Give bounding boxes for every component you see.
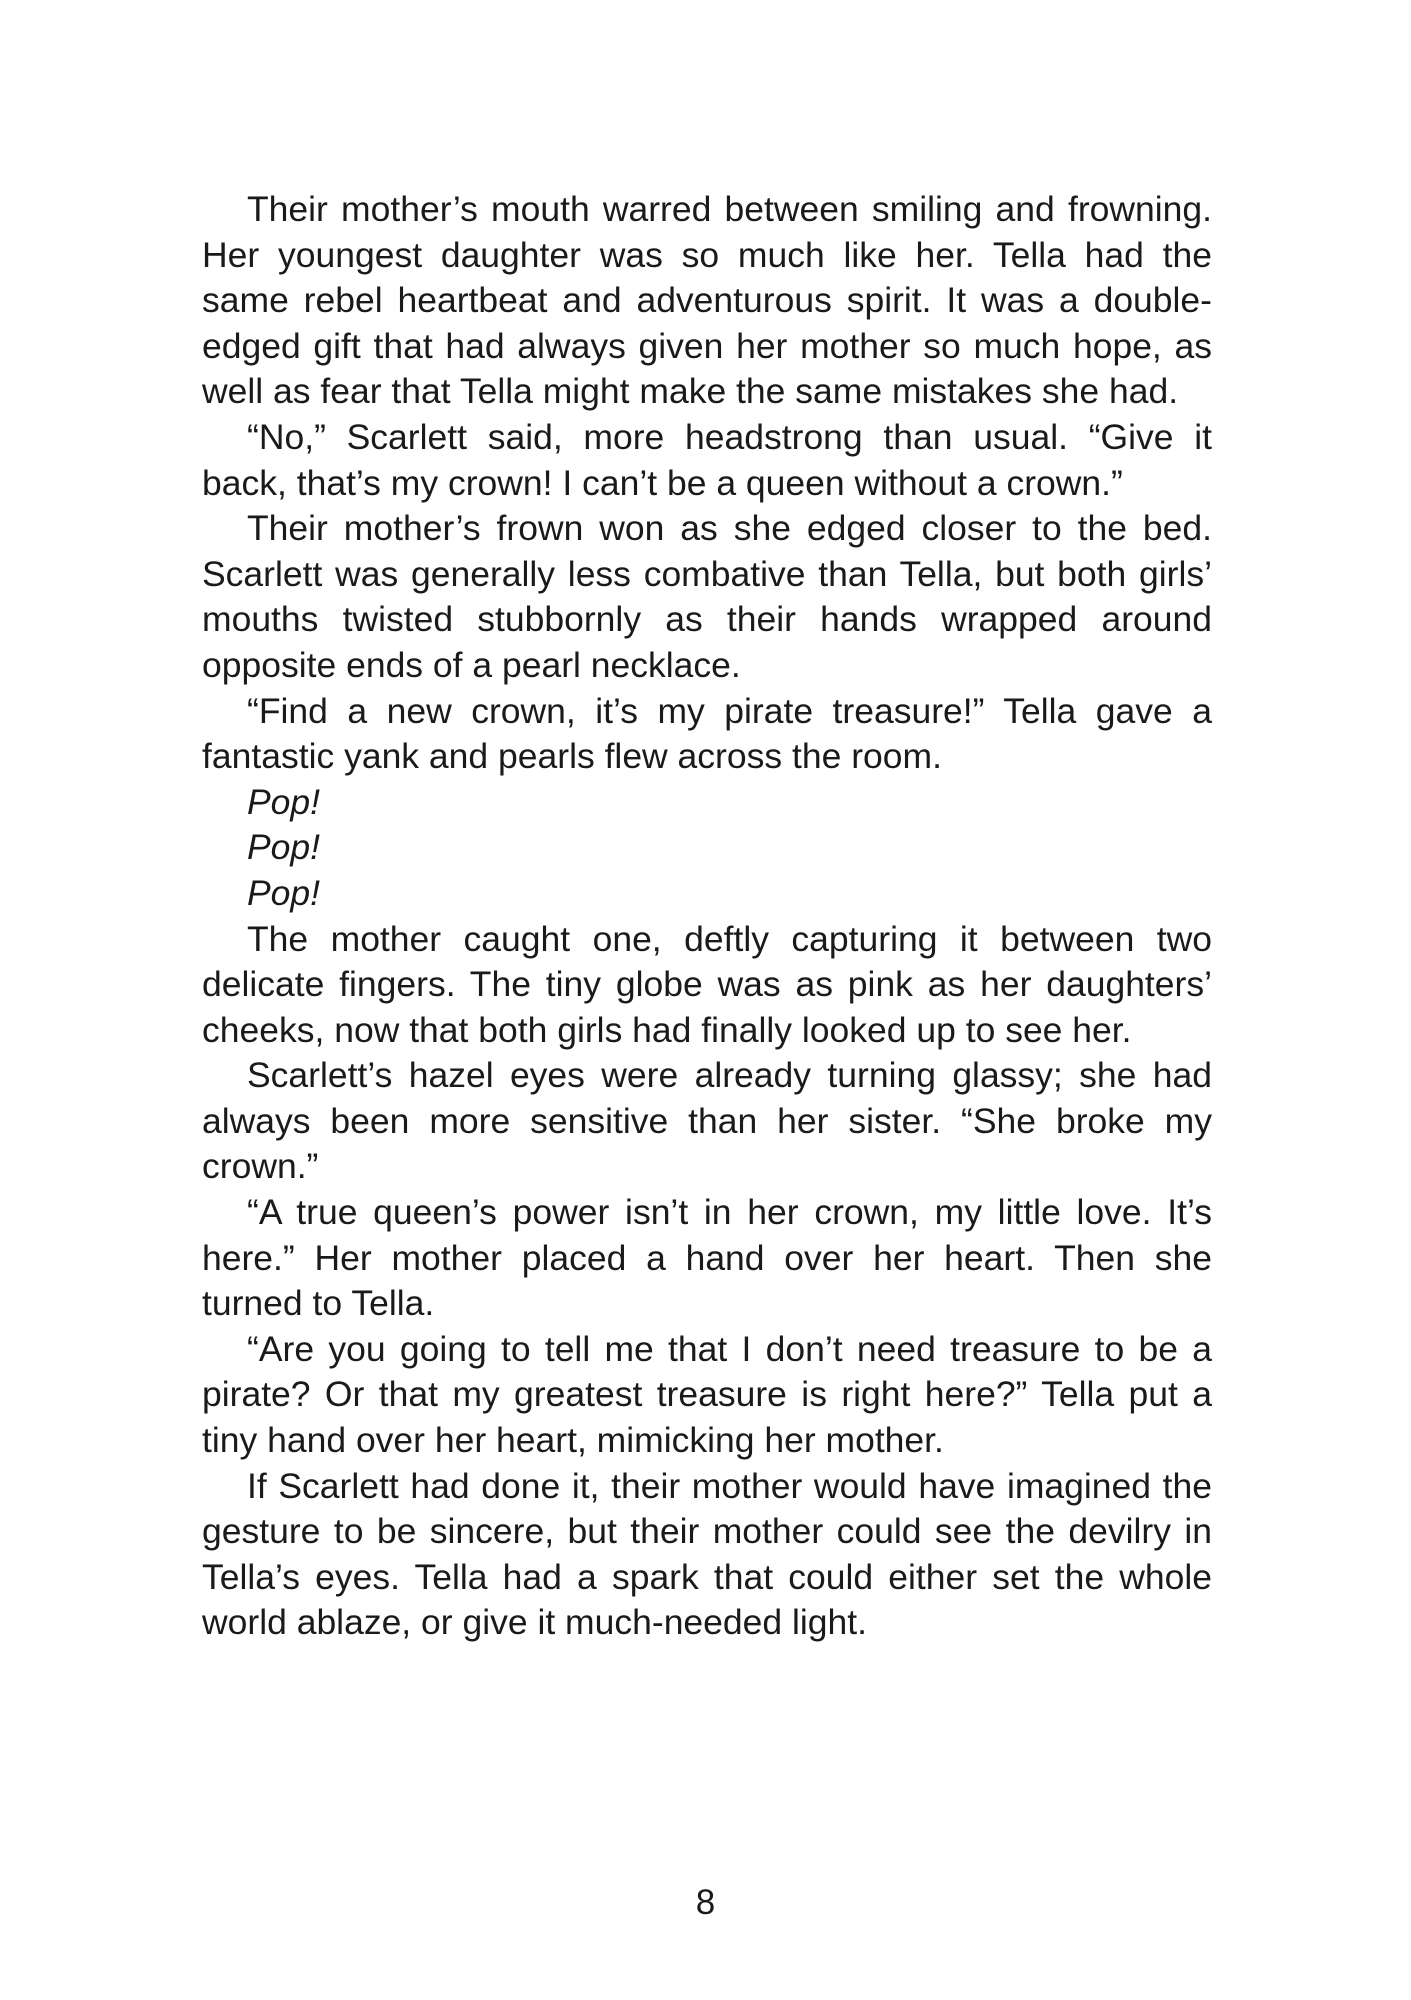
paragraph: The mother caught one, deftly capturing it between two delicate fingers. The tiny globe was as pink as her daughters’ cheeks, now that both girls had finally looked up to see her. bbox=[202, 918, 1212, 1050]
paragraph: If Scarlett had done it, their mother would have imagined the gesture to be sincere, but their mother could see the devilry in Tella’s eyes. Tella had a spark that could either set the whole world ablaze, or give it much-needed light. bbox=[202, 1465, 1212, 1643]
paragraph: “No,” Scarlett said, more headstrong than usual. “Give it back, that’s my crown! I can’t be a queen without a crown.” bbox=[202, 416, 1212, 503]
paragraph: “A true queen’s power isn’t in her crown, my little love. It’s here.” Her mother placed a hand over her heart. Then she turned to Tella. bbox=[202, 1192, 1212, 1324]
body-text bbox=[202, 187, 1212, 1646]
paragraph-sound-effect: Pop! bbox=[247, 872, 321, 913]
paragraph: Scarlett’s hazel eyes were already turning glassy; she had always been more sensitive than her sister. “She broke my crown.” bbox=[202, 1055, 1212, 1187]
page-number: 8 bbox=[695, 1883, 716, 1922]
paragraph: “Find a new crown, it’s my pirate treasure!” Tella gave a fantastic yank and pearls flew across the room. bbox=[202, 690, 1212, 777]
paragraph: Their mother’s frown won as she edged closer to the bed. Scarlett was generally less combative than Tella, but both girls’ mouths twisted stubbornly as their hands wrapped around opposite ends of a pearl necklace. bbox=[202, 508, 1212, 685]
paragraph-sound-effect: Pop! bbox=[247, 781, 321, 822]
paragraph: “Are you going to tell me that I don’t need treasure to be a pirate? Or that my greatest treasure is right here?” Tella put a tiny hand over her heart, mimicking her mother. bbox=[202, 1328, 1212, 1461]
paragraph-sound-effect: Pop! bbox=[247, 827, 321, 868]
paragraph: Their mother’s mouth warred between smiling and frowning. Her youngest daughter was so much like her. Tella had the same rebel heartbeat and adventurous spirit. It was a double-edged gift that had always given her mother so much hope, as well as fear that Tella might make the same mistakes she had. bbox=[202, 189, 1212, 412]
